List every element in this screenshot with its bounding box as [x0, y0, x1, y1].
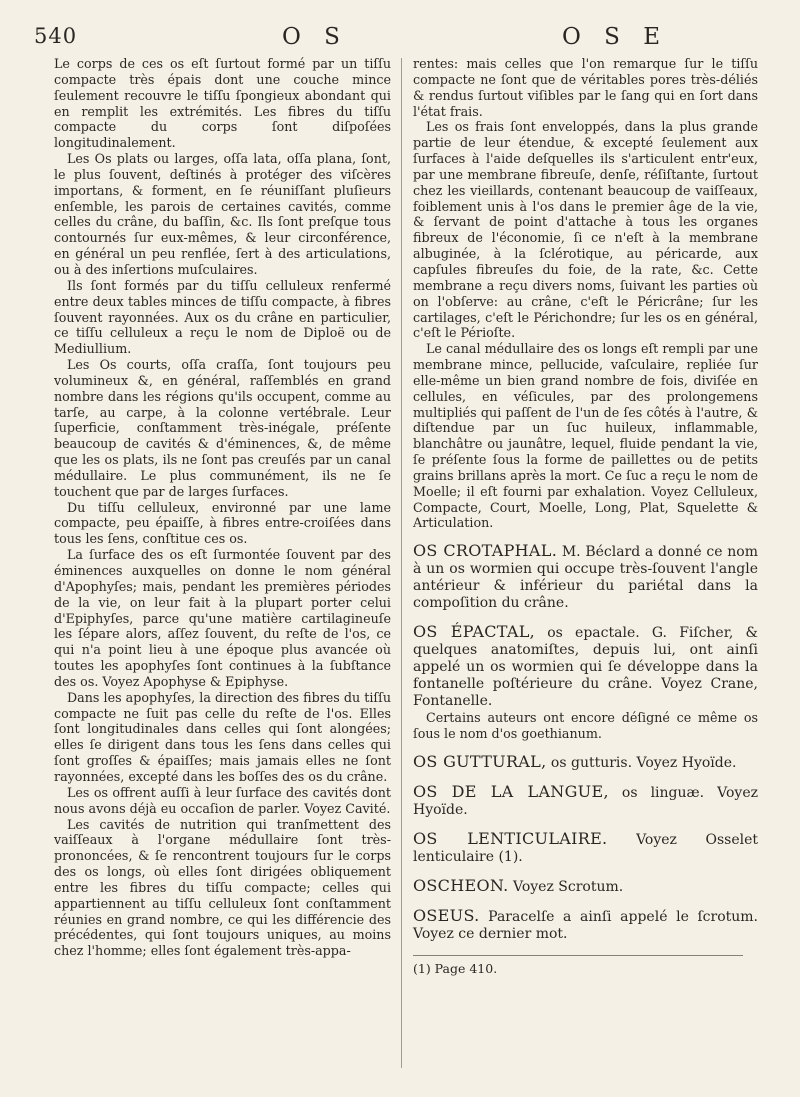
dictionary-entry [413, 753, 758, 772]
entry-headword: OS CROTAPHAL. [413, 541, 558, 561]
paragraph: Le canal médullaire des os longs eſt rempli par une membrane mince, pellucide, vaſculaire, repliée ſur elle-même un bien grand nombre de fois, diviſée en cellules, en véſicules, par des prolongemens multipliés qui paſſent de l'un de ſes côtés à l'autre, & diſtendue par un ſuc huileux, inflammable, blanchâtre ou jaunâtre, lequel, fluide pendant la vie, ſe préſente ſous la forme de paillettes ou de petits grains brillans après la mort. Ce ſuc a reçu le nom de Moelle; il eſt fourni par exhalation. Voyez Celluleux, Compacte, Court, Moelle, Long, Plat, Squelette & Articulation. [413, 341, 758, 531]
entry-headword: OS LENTICULAIRE. [413, 829, 608, 848]
column-divider [401, 58, 402, 1068]
entry-text: M. Béclard a donné ce nom à un os wormien qui occupe très-ſouvent l'angle antérieur & inférieur du pariétal dans la compoſition du crâne. [413, 544, 758, 612]
dictionary-entry [413, 542, 758, 612]
left-column [54, 56, 391, 959]
entry-headword: OS ÉPACTAL, [413, 622, 536, 642]
left-running-title: O S [282, 24, 348, 50]
dictionary-entry [413, 623, 758, 710]
entry-headword: OS DE LA LANGUE, [413, 782, 609, 801]
dictionary-entry [413, 877, 758, 896]
paragraph-continuation: rentes: mais celles que l'on remarque ſur le tiſſu compacte ne ſont que de véritables pores très-déliés & rendus ſurtout viſibles par le ſang qui en ſort dans l'état frais. [413, 56, 758, 119]
entry-text: Paracelſe a ainſi appelé le ſcrotum. Voyez ce dernier mot. [413, 909, 759, 942]
paragraph: Ils ſont formés par du tiſſu celluleux renfermé entre deux tables minces de tiſſu compacte, à fibres ſouvent rayonnées. Aux os du crâne en particulier, ce tiſſu celluleux a reçu le nom de Diploë ou de Mediullium. [54, 277, 391, 357]
entry-headword: OSCHEON. [413, 876, 509, 895]
entry-text: Voyez Scrotum. [513, 879, 624, 895]
paragraph: Les os offrent auſſi à leur ſurface des cavités dont nous avons déjà eu occaſion de parler. Voyez Cavité. [54, 784, 391, 816]
paragraph: Les Os plats ou larges, oſſa lata, oſſa plana, ſont, le plus ſouvent, deſtinés à protéger des viſcères importans, & forment, en ſe réuniſſant pluſieurs enſemble, les parois de certaines cavités, comme celles du crâne, du baſſin, &c. Ils ſont preſque tous contournés ſur eux-mêmes, & leur circonférence, en général un peu renflée, ſert à des articulations, ou à des inſertions muſculaires. [54, 151, 391, 277]
dictionary-entry [413, 783, 758, 819]
paragraph: Les cavités de nutrition qui tranſmettent des vaiſſeaux à l'organe médullaire ſont très-prononcées, & ſe rencontrent toujours ſur le corps des os longs, où elles ſont dirigées obliquement entre les fibres du tiſſu compacte; celles qui appartiennent au tiſſu celluleux ſont conſtamment réunies en grand nombre, ce qui les différencie des précédentes, qui ſont toujours uniques, au moins chez l'homme; elles ſont également très-appa- [54, 816, 391, 959]
paragraph: Certains auteurs ont encore déſigné ce même os ſous le nom d'os goethianum. [413, 710, 758, 742]
right-running-title: O S E [562, 24, 669, 50]
paragraph: Les Os courts, oſſa craſſa, ſont toujours peu volumineux &, en général, raſſemblés en grand nombre dans les régions qu'ils occupent, comme au tarſe, au carpe, à la colonne vertébrale. Leur ſuperficie, conſtamment très-inégale, préſente beaucoup de cavités & d'éminences, &, de même que les os plats, ils ne ſont pas creuſés par un canal médullaire. Le plus communément, ils ne ſe touchent que par de larges ſurfaces. [54, 357, 391, 499]
dictionary-entry [413, 830, 758, 866]
footnote: (1) Page 410. [413, 961, 498, 976]
dictionary-entry [413, 907, 758, 943]
entry-text: Voyez Osselet lenticulaire (1). [413, 832, 759, 865]
paragraph: Du tiſſu celluleux, environné par une lame compacte, peu épaiſſe, à fibres entre-croiſées dans tous les ſens, conſtitue ces os. [54, 499, 391, 547]
page-number: 540 [34, 24, 78, 48]
entry-text: os gutturis. Voyez Hyoïde. [550, 755, 737, 771]
paragraph: La ſurface des os eſt ſurmontée ſouvent par des éminences auxquelles on donne le nom général d'Apophyſes; mais, pendant les premières périodes de la vie, on leur fait à la plupart porter celui d'Epiphyſes, parce qu'une matière cartilagineuſe les ſépare alors, aſſez ſouvent, du reſte de l'os, ce qui n'a point lieu à une époque plus avancée où toutes les apophyſes ſont continues à la ſubſtance des os. Voyez Apophyse & Epiphyse. [54, 547, 391, 689]
entry-text: os epactale. G. Fiſcher, & quelques anatomiſtes, depuis lui, ont ainſi appelé un os wormien qui ſe développe dans la fontanelle poſtérieure du crâne. Voyez Crane, Fontanelle. [413, 625, 758, 710]
running-header [34, 24, 770, 58]
paragraph: Le corps de ces os eſt ſurtout formé par un tiſſu compacte très épais dont une couche mince ſeulement recouvre le tiſſu ſpongieux abondant qui en remplit les extrémités. Les fibres du tiſſu compacte du corps ſont diſpoſées longitudinalement. [54, 56, 391, 151]
paragraph: Dans les apophyſes, la direction des fibres du tiſſu compacte ne ſuit pas celle du reſte de l'os. Elles ſont longitudinales dans celles qui ſont alongées; elles ſe dirigent dans tous les ſens dans celles qui ſont groſſes & épaiſſes; mais jamais elles ne ſont rayonnées, excepté dans les boſſes des os du crâne. [54, 689, 391, 784]
entry-text: os linguæ. Voyez Hyoïde. [413, 785, 759, 818]
right-column [413, 56, 758, 977]
entry-headword: OS GUTTURAL, [413, 752, 547, 771]
entry-headword: OSEUS. [413, 906, 480, 925]
paragraph: Les os frais ſont enveloppés, dans la plus grande partie de leur étendue, & excepté ſeulement aux ſurfaces à l'aide deſquelles ils s'articulent entr'eux, par une membrane fibreuſe, denſe, réſiſtante, ſurtout chez les vieillards, contenant beaucoup de vaiſſeaux, foiblement unis à l'os dans le premier âge de la vie, & ſervant de point d'attache à tous les organes fibreux de l'économie, ſi ce n'eſt à la membrane albuginée, à la ſclérotique, au péricarde, aux capſules fibreuſes du foie, de la rate, &c. Cette membrane a reçu divers noms, ſuivant les parties où on l'obſerve: au crâne, c'eſt le Péricrâne; ſur les cartilages, c'eſt le Périchondre; ſur les os en général, c'eſt le Périoſte. [413, 119, 758, 341]
footnote-rule [413, 955, 743, 956]
